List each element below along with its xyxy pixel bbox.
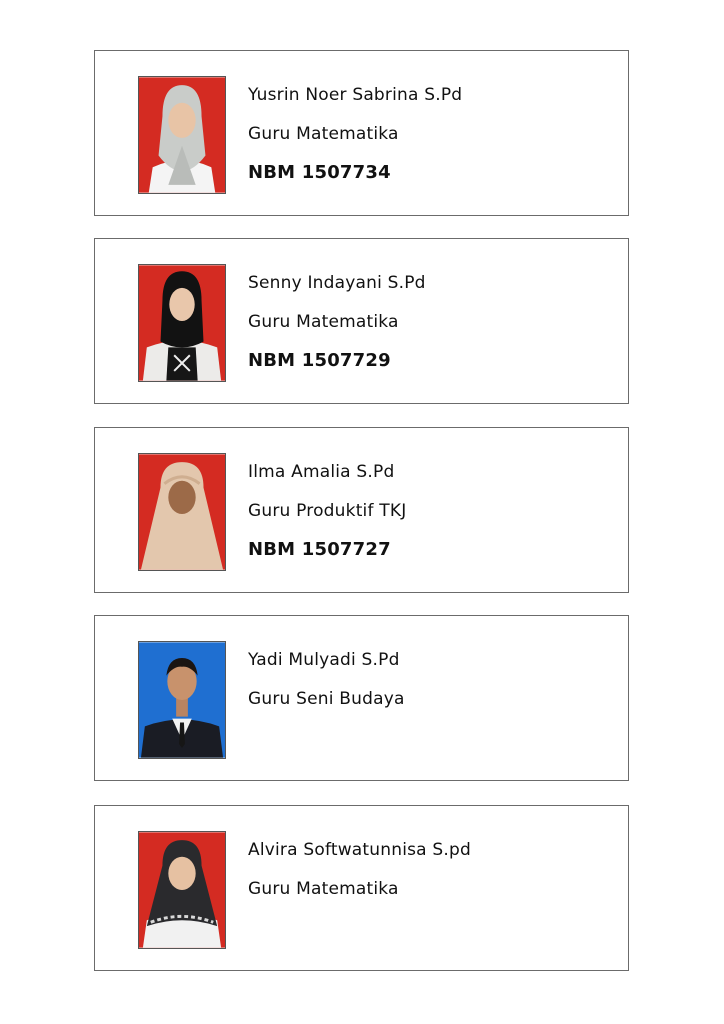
- teacher-card: [94, 50, 629, 216]
- teacher-name: Alvira Softwatunnisa S.pd: [248, 840, 471, 860]
- teacher-role: Guru Matematika: [248, 124, 399, 144]
- teacher-role: Guru Produktif TKJ: [248, 501, 407, 521]
- teacher-info: [248, 650, 405, 728]
- teacher-card: [94, 238, 629, 404]
- portrait-hijab-patterned-image: [139, 832, 225, 948]
- teacher-photo: [138, 831, 226, 949]
- teacher-photo: [138, 264, 226, 382]
- teacher-info: [248, 840, 471, 918]
- teacher-card: [94, 805, 629, 971]
- teacher-info: [248, 273, 426, 390]
- portrait-suit-image: [139, 642, 225, 758]
- teacher-role: Guru Matematika: [248, 312, 399, 332]
- teacher-info: [248, 85, 462, 202]
- teacher-nbm: NBM 1507729: [248, 350, 391, 371]
- portrait-hijab-grey-image: [139, 77, 225, 193]
- teacher-photo: [138, 641, 226, 759]
- portrait-hijab-beige-image: [139, 454, 225, 570]
- teacher-role: Guru Seni Budaya: [248, 689, 405, 709]
- teacher-name: Yusrin Noer Sabrina S.Pd: [248, 85, 463, 105]
- teacher-name: Senny Indayani S.Pd: [248, 273, 426, 293]
- teacher-card: [94, 615, 629, 781]
- teacher-nbm: NBM 1507727: [248, 539, 391, 560]
- teacher-photo: [138, 76, 226, 194]
- teacher-card: [94, 427, 629, 593]
- teacher-name: Yadi Mulyadi S.Pd: [248, 650, 400, 670]
- portrait-hijab-black-image: [139, 265, 225, 381]
- teacher-info: [248, 462, 406, 579]
- teacher-nbm: NBM 1507734: [248, 162, 391, 183]
- teacher-role: Guru Matematika: [248, 879, 399, 899]
- teacher-name: Ilma Amalia S.Pd: [248, 462, 395, 482]
- teacher-photo: [138, 453, 226, 571]
